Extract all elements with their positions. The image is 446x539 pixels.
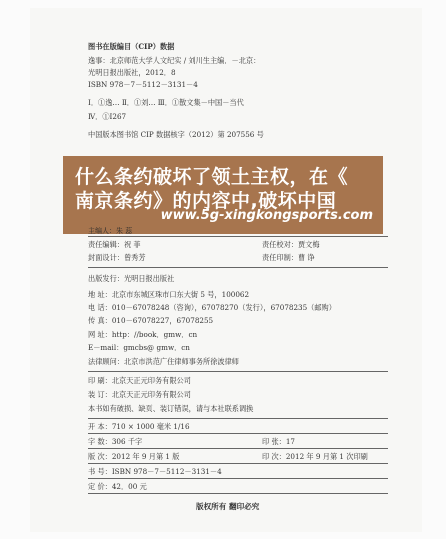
staff-proofreader: 责任校对：贾文梅 <box>262 240 320 249</box>
spec-price: 定 价：42．00 元 <box>88 482 147 491</box>
spec-impression: 印 次：2012 年 9 月第 1 次印刷 <box>262 452 368 461</box>
staff-print-manager: 责任印制：曹 诤 <box>262 253 315 262</box>
cip-heading: 图书在版编目（CIP）数据 <box>88 42 175 51</box>
publisher-fax: 传 真：010－67078227，67078255 <box>88 316 214 325</box>
publisher-name: 出版发行：光明日报出版社 <box>88 274 175 283</box>
divider <box>88 463 388 464</box>
spec-sheets: 印 张：17 <box>262 437 295 446</box>
binder: 装 订：北京天正元印务有限公司 <box>88 390 191 399</box>
cip-number: 中国版本图书馆 CIP 数据核字（2012）第 207556 号 <box>88 130 264 139</box>
return-notice: 本书如有破损、缺页、装订错误，请与本社联系调换 <box>88 404 254 413</box>
divider <box>88 478 388 479</box>
spec-format: 开 本：710 × 1000 毫米 1/16 <box>88 422 190 431</box>
divider <box>88 493 388 494</box>
publisher-phone: 电 话：010－67078248（咨询），67078270（发行），67078235（邮购） <box>88 303 336 312</box>
banner-url[interactable]: www.5g-xingkongsports.com <box>160 208 373 223</box>
cip-line: ISBN 978－7－5112－3131－4 <box>88 80 198 89</box>
spec-isbn: 书 号：ISBN 978－7－5112－3131－4 <box>88 467 222 476</box>
divider <box>88 371 388 372</box>
overlay-banner[interactable] <box>63 156 383 234</box>
divider <box>88 418 388 419</box>
cip-line: 逸事：北京师范大学人文纪实 / 刘川生主编．－北京： <box>88 56 261 65</box>
cip-line: 光明日报出版社，2012．8 <box>88 68 176 77</box>
banner-title-line: 南京条约》的内容中,破坏中国 <box>75 190 337 212</box>
legal-counsel: 法律顾问：北京市洪范广住律师事务所徐波律师 <box>88 357 239 366</box>
publisher-email: E－mail：gmcbs@ gmw．cn <box>88 343 190 352</box>
all-rights-reserved: 版权所有 翻印必究 <box>196 502 260 511</box>
divider <box>88 236 388 237</box>
cip-line: Ⅳ．①I267 <box>88 112 127 121</box>
divider <box>88 267 388 268</box>
spec-edition: 版 次：2012 年 9 月第 1 版 <box>88 452 180 461</box>
publisher-website: 网 址：http：//book．gmw．cn <box>88 330 198 339</box>
staff-editor: 责任编辑：祝 菲 <box>88 240 141 249</box>
editor-in-chief: 主编人：朱 蕊 <box>88 227 133 235</box>
staff-cover-design: 封面设计：曾秀芳 <box>88 253 146 262</box>
banner-title-line: 什么条约破坏了领土主权，在《 <box>75 166 349 188</box>
divider <box>88 448 388 449</box>
publisher-address: 地 址：北京市东城区珠市口东大街 5 号，100062 <box>88 290 250 299</box>
cip-line: Ⅰ．①逸… Ⅱ．①刘… Ⅲ．①散文集－中国－当代 <box>88 98 244 107</box>
printer: 印 刷：北京天正元印务有限公司 <box>88 376 191 385</box>
divider <box>88 433 388 434</box>
spec-word-count: 字 数：306 千字 <box>88 437 143 446</box>
